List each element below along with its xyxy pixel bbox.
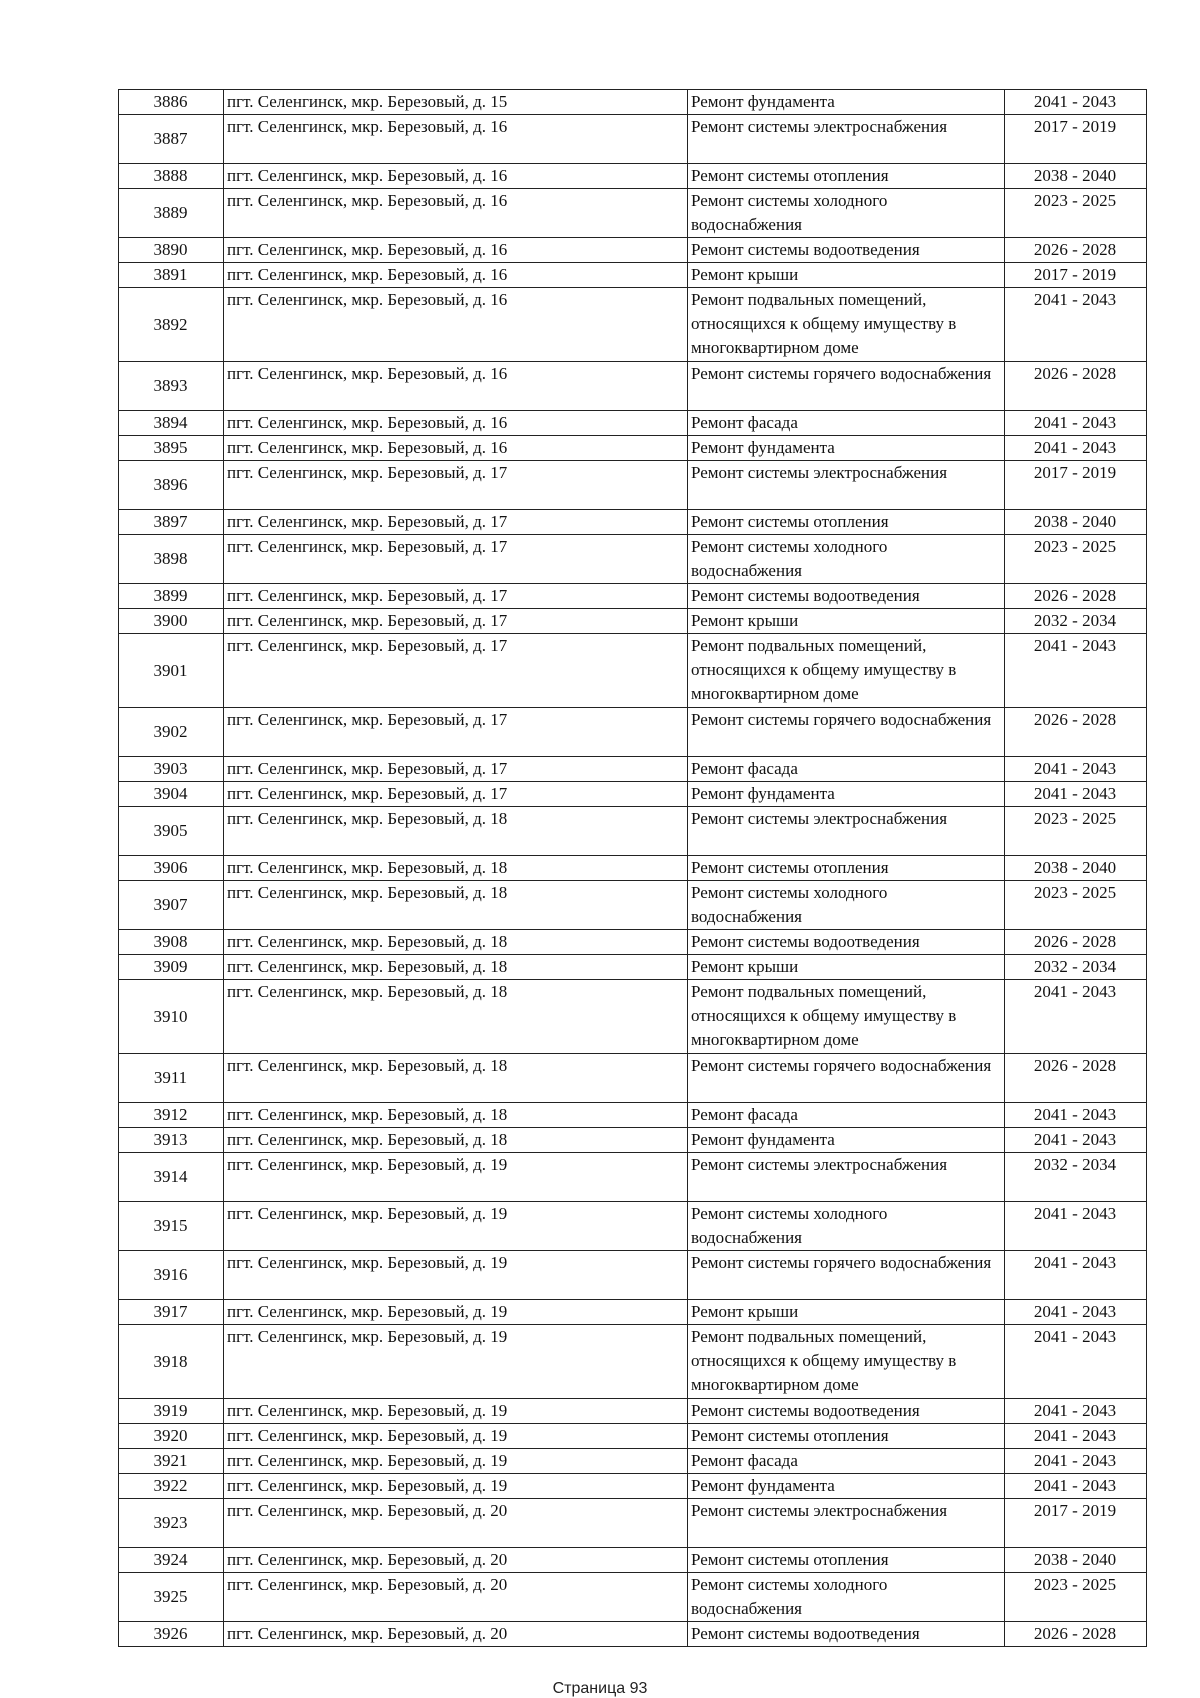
row-number: 3898 — [119, 535, 224, 584]
row-address: пгт. Селенгинск, мкр. Березовый, д. 18 — [224, 1103, 688, 1128]
row-address: пгт. Селенгинск, мкр. Березовый, д. 19 — [224, 1399, 688, 1424]
table-row — [119, 436, 1147, 461]
row-period: 2026 - 2028 — [1005, 708, 1147, 757]
table-row — [119, 930, 1147, 955]
row-work-type: Ремонт системы электроснабжения — [688, 115, 1005, 164]
row-address: пгт. Селенгинск, мкр. Березовый, д. 16 — [224, 288, 688, 362]
row-period: 2026 - 2028 — [1005, 362, 1147, 411]
table-row — [119, 1424, 1147, 1449]
row-number: 3909 — [119, 955, 224, 980]
row-period: 2017 - 2019 — [1005, 115, 1147, 164]
row-work-type: Ремонт фасада — [688, 1103, 1005, 1128]
row-work-type: Ремонт системы электроснабжения — [688, 1499, 1005, 1548]
table-row — [119, 1054, 1147, 1103]
row-address: пгт. Селенгинск, мкр. Березовый, д. 17 — [224, 609, 688, 634]
row-number: 3919 — [119, 1399, 224, 1424]
row-work-type: Ремонт системы электроснабжения — [688, 461, 1005, 510]
row-work-type: Ремонт крыши — [688, 1300, 1005, 1325]
row-number: 3896 — [119, 461, 224, 510]
row-period: 2023 - 2025 — [1005, 189, 1147, 238]
row-number: 3914 — [119, 1153, 224, 1202]
row-work-type: Ремонт системы отопления — [688, 856, 1005, 881]
table-row — [119, 263, 1147, 288]
table-row — [119, 1251, 1147, 1300]
row-work-type: Ремонт системы горячего водоснабжения — [688, 1251, 1005, 1300]
row-period: 2041 - 2043 — [1005, 1424, 1147, 1449]
row-address: пгт. Селенгинск, мкр. Березовый, д. 19 — [224, 1153, 688, 1202]
table-row — [119, 708, 1147, 757]
row-work-type: Ремонт системы холодного водоснабжения — [688, 535, 1005, 584]
row-number: 3907 — [119, 881, 224, 930]
row-number: 3889 — [119, 189, 224, 238]
row-period: 2041 - 2043 — [1005, 1449, 1147, 1474]
table-row — [119, 1202, 1147, 1251]
row-period: 2038 - 2040 — [1005, 856, 1147, 881]
row-work-type: Ремонт системы электроснабжения — [688, 1153, 1005, 1202]
row-work-type: Ремонт системы холодного водоснабжения — [688, 1573, 1005, 1622]
table-row — [119, 1103, 1147, 1128]
row-address: пгт. Селенгинск, мкр. Березовый, д. 16 — [224, 362, 688, 411]
row-address: пгт. Селенгинск, мкр. Березовый, д. 20 — [224, 1548, 688, 1573]
row-period: 2026 - 2028 — [1005, 1622, 1147, 1647]
row-address: пгт. Селенгинск, мкр. Березовый, д. 17 — [224, 708, 688, 757]
row-address: пгт. Селенгинск, мкр. Березовый, д. 19 — [224, 1251, 688, 1300]
row-number: 3921 — [119, 1449, 224, 1474]
row-period: 2038 - 2040 — [1005, 510, 1147, 535]
row-address: пгт. Селенгинск, мкр. Березовый, д. 17 — [224, 510, 688, 535]
row-work-type: Ремонт подвальных помещений, относящихся к общему имуществу в многоквартирном доме — [688, 980, 1005, 1054]
row-address: пгт. Селенгинск, мкр. Березовый, д. 16 — [224, 436, 688, 461]
row-number: 3917 — [119, 1300, 224, 1325]
table-row — [119, 115, 1147, 164]
row-number: 3888 — [119, 164, 224, 189]
row-address: пгт. Селенгинск, мкр. Березовый, д. 18 — [224, 1128, 688, 1153]
row-period: 2026 - 2028 — [1005, 584, 1147, 609]
table-row — [119, 362, 1147, 411]
row-address: пгт. Селенгинск, мкр. Березовый, д. 20 — [224, 1499, 688, 1548]
row-address: пгт. Селенгинск, мкр. Березовый, д. 19 — [224, 1325, 688, 1399]
row-work-type: Ремонт крыши — [688, 609, 1005, 634]
row-address: пгт. Селенгинск, мкр. Березовый, д. 16 — [224, 115, 688, 164]
row-number: 3887 — [119, 115, 224, 164]
works-table-body — [119, 90, 1147, 1647]
table-row — [119, 1325, 1147, 1399]
row-address: пгт. Селенгинск, мкр. Березовый, д. 18 — [224, 1054, 688, 1103]
row-number: 3893 — [119, 362, 224, 411]
row-work-type: Ремонт крыши — [688, 955, 1005, 980]
works-table — [118, 89, 1147, 1647]
row-address: пгт. Селенгинск, мкр. Березовый, д. 19 — [224, 1202, 688, 1251]
row-number: 3908 — [119, 930, 224, 955]
row-work-type: Ремонт системы водоотведения — [688, 1622, 1005, 1647]
row-work-type: Ремонт фасада — [688, 1449, 1005, 1474]
row-work-type: Ремонт фундамента — [688, 436, 1005, 461]
page-footer: Страница 93 — [552, 1680, 648, 1697]
table-row — [119, 1449, 1147, 1474]
row-work-type: Ремонт системы водоотведения — [688, 1399, 1005, 1424]
row-work-type: Ремонт системы отопления — [688, 1424, 1005, 1449]
row-work-type: Ремонт фасада — [688, 411, 1005, 436]
row-number: 3899 — [119, 584, 224, 609]
row-period: 2041 - 2043 — [1005, 1202, 1147, 1251]
row-period: 2038 - 2040 — [1005, 1548, 1147, 1573]
row-period: 2041 - 2043 — [1005, 634, 1147, 708]
row-period: 2041 - 2043 — [1005, 1251, 1147, 1300]
row-number: 3902 — [119, 708, 224, 757]
row-work-type: Ремонт фасада — [688, 757, 1005, 782]
row-period: 2041 - 2043 — [1005, 1300, 1147, 1325]
row-number: 3910 — [119, 980, 224, 1054]
row-number: 3911 — [119, 1054, 224, 1103]
row-work-type: Ремонт системы отопления — [688, 510, 1005, 535]
table-row — [119, 288, 1147, 362]
row-period: 2032 - 2034 — [1005, 1153, 1147, 1202]
row-period: 2023 - 2025 — [1005, 1573, 1147, 1622]
row-address: пгт. Селенгинск, мкр. Березовый, д. 16 — [224, 411, 688, 436]
row-work-type: Ремонт системы водоотведения — [688, 930, 1005, 955]
row-number: 3897 — [119, 510, 224, 535]
row-work-type: Ремонт системы горячего водоснабжения — [688, 362, 1005, 411]
table-row — [119, 164, 1147, 189]
table-row — [119, 757, 1147, 782]
row-period: 2026 - 2028 — [1005, 930, 1147, 955]
row-address: пгт. Селенгинск, мкр. Березовый, д. 16 — [224, 238, 688, 263]
table-row — [119, 1622, 1147, 1647]
row-address: пгт. Селенгинск, мкр. Березовый, д. 18 — [224, 980, 688, 1054]
row-work-type: Ремонт фундамента — [688, 90, 1005, 115]
row-number: 3900 — [119, 609, 224, 634]
table-row — [119, 584, 1147, 609]
table-row — [119, 1128, 1147, 1153]
row-address: пгт. Селенгинск, мкр. Березовый, д. 16 — [224, 263, 688, 288]
table-row — [119, 980, 1147, 1054]
row-period: 2023 - 2025 — [1005, 881, 1147, 930]
row-address: пгт. Селенгинск, мкр. Березовый, д. 19 — [224, 1424, 688, 1449]
row-period: 2026 - 2028 — [1005, 1054, 1147, 1103]
table-row — [119, 510, 1147, 535]
table-row — [119, 807, 1147, 856]
table-row — [119, 856, 1147, 881]
row-work-type: Ремонт подвальных помещений, относящихся к общему имуществу в многоквартирном доме — [688, 1325, 1005, 1399]
row-period: 2041 - 2043 — [1005, 1474, 1147, 1499]
row-number: 3906 — [119, 856, 224, 881]
table-row — [119, 1399, 1147, 1424]
row-work-type: Ремонт крыши — [688, 263, 1005, 288]
row-address: пгт. Селенгинск, мкр. Березовый, д. 19 — [224, 1474, 688, 1499]
table-row — [119, 1474, 1147, 1499]
table-row — [119, 461, 1147, 510]
row-number: 3901 — [119, 634, 224, 708]
row-address: пгт. Селенгинск, мкр. Березовый, д. 17 — [224, 461, 688, 510]
row-number: 3916 — [119, 1251, 224, 1300]
row-period: 2038 - 2040 — [1005, 164, 1147, 189]
row-address: пгт. Селенгинск, мкр. Березовый, д. 16 — [224, 164, 688, 189]
table-row — [119, 881, 1147, 930]
row-work-type: Ремонт подвальных помещений, относящихся к общему имуществу в многоквартирном доме — [688, 634, 1005, 708]
row-work-type: Ремонт системы отопления — [688, 1548, 1005, 1573]
row-period: 2041 - 2043 — [1005, 90, 1147, 115]
row-period: 2041 - 2043 — [1005, 1325, 1147, 1399]
row-period: 2041 - 2043 — [1005, 757, 1147, 782]
row-work-type: Ремонт системы холодного водоснабжения — [688, 1202, 1005, 1251]
row-number: 3924 — [119, 1548, 224, 1573]
row-address: пгт. Селенгинск, мкр. Березовый, д. 20 — [224, 1573, 688, 1622]
row-period: 2017 - 2019 — [1005, 461, 1147, 510]
row-work-type: Ремонт системы водоотведения — [688, 584, 1005, 609]
table-row — [119, 238, 1147, 263]
row-work-type: Ремонт системы холодного водоснабжения — [688, 881, 1005, 930]
row-period: 2041 - 2043 — [1005, 288, 1147, 362]
row-address: пгт. Селенгинск, мкр. Березовый, д. 20 — [224, 1622, 688, 1647]
row-period: 2023 - 2025 — [1005, 535, 1147, 584]
table-row — [119, 1573, 1147, 1622]
table-row — [119, 1499, 1147, 1548]
row-address: пгт. Селенгинск, мкр. Березовый, д. 17 — [224, 584, 688, 609]
row-address: пгт. Селенгинск, мкр. Березовый, д. 17 — [224, 535, 688, 584]
row-address: пгт. Селенгинск, мкр. Березовый, д. 18 — [224, 856, 688, 881]
row-work-type: Ремонт системы водоотведения — [688, 238, 1005, 263]
row-period: 2041 - 2043 — [1005, 1103, 1147, 1128]
row-address: пгт. Селенгинск, мкр. Березовый, д. 18 — [224, 930, 688, 955]
row-number: 3923 — [119, 1499, 224, 1548]
row-work-type: Ремонт подвальных помещений, относящихся к общему имуществу в многоквартирном доме — [688, 288, 1005, 362]
row-period: 2017 - 2019 — [1005, 1499, 1147, 1548]
row-number: 3892 — [119, 288, 224, 362]
table-row — [119, 782, 1147, 807]
row-number: 3890 — [119, 238, 224, 263]
table-row — [119, 1153, 1147, 1202]
row-period: 2041 - 2043 — [1005, 782, 1147, 807]
row-period: 2041 - 2043 — [1005, 436, 1147, 461]
table-row — [119, 1548, 1147, 1573]
row-period: 2041 - 2043 — [1005, 1128, 1147, 1153]
row-address: пгт. Селенгинск, мкр. Березовый, д. 19 — [224, 1449, 688, 1474]
row-number: 3915 — [119, 1202, 224, 1251]
table-row — [119, 90, 1147, 115]
row-number: 3912 — [119, 1103, 224, 1128]
row-number: 3926 — [119, 1622, 224, 1647]
row-address: пгт. Селенгинск, мкр. Березовый, д. 19 — [224, 1300, 688, 1325]
row-period: 2032 - 2034 — [1005, 955, 1147, 980]
row-address: пгт. Селенгинск, мкр. Березовый, д. 18 — [224, 881, 688, 930]
row-number: 3925 — [119, 1573, 224, 1622]
row-work-type: Ремонт фундамента — [688, 1474, 1005, 1499]
row-period: 2041 - 2043 — [1005, 411, 1147, 436]
row-address: пгт. Селенгинск, мкр. Березовый, д. 15 — [224, 90, 688, 115]
table-row — [119, 609, 1147, 634]
table-row — [119, 535, 1147, 584]
row-number: 3920 — [119, 1424, 224, 1449]
row-work-type: Ремонт фундамента — [688, 782, 1005, 807]
row-address: пгт. Селенгинск, мкр. Березовый, д. 17 — [224, 757, 688, 782]
table-row — [119, 189, 1147, 238]
row-number: 3922 — [119, 1474, 224, 1499]
row-period: 2026 - 2028 — [1005, 238, 1147, 263]
row-period: 2041 - 2043 — [1005, 1399, 1147, 1424]
row-number: 3903 — [119, 757, 224, 782]
row-period: 2017 - 2019 — [1005, 263, 1147, 288]
row-work-type: Ремонт системы горячего водоснабжения — [688, 1054, 1005, 1103]
row-work-type: Ремонт фундамента — [688, 1128, 1005, 1153]
row-number: 3913 — [119, 1128, 224, 1153]
row-address: пгт. Селенгинск, мкр. Березовый, д. 18 — [224, 955, 688, 980]
row-period: 2023 - 2025 — [1005, 807, 1147, 856]
row-work-type: Ремонт системы электроснабжения — [688, 807, 1005, 856]
row-address: пгт. Селенгинск, мкр. Березовый, д. 17 — [224, 634, 688, 708]
row-number: 3904 — [119, 782, 224, 807]
row-work-type: Ремонт системы горячего водоснабжения — [688, 708, 1005, 757]
table-row — [119, 634, 1147, 708]
row-number: 3891 — [119, 263, 224, 288]
row-work-type: Ремонт системы отопления — [688, 164, 1005, 189]
row-number: 3894 — [119, 411, 224, 436]
row-number: 3918 — [119, 1325, 224, 1399]
row-period: 2041 - 2043 — [1005, 980, 1147, 1054]
row-number: 3905 — [119, 807, 224, 856]
row-address: пгт. Селенгинск, мкр. Березовый, д. 16 — [224, 189, 688, 238]
row-period: 2032 - 2034 — [1005, 609, 1147, 634]
row-address: пгт. Селенгинск, мкр. Березовый, д. 18 — [224, 807, 688, 856]
row-number: 3886 — [119, 90, 224, 115]
row-address: пгт. Селенгинск, мкр. Березовый, д. 17 — [224, 782, 688, 807]
table-row — [119, 955, 1147, 980]
row-work-type: Ремонт системы холодного водоснабжения — [688, 189, 1005, 238]
table-row — [119, 1300, 1147, 1325]
table-row — [119, 411, 1147, 436]
row-number: 3895 — [119, 436, 224, 461]
